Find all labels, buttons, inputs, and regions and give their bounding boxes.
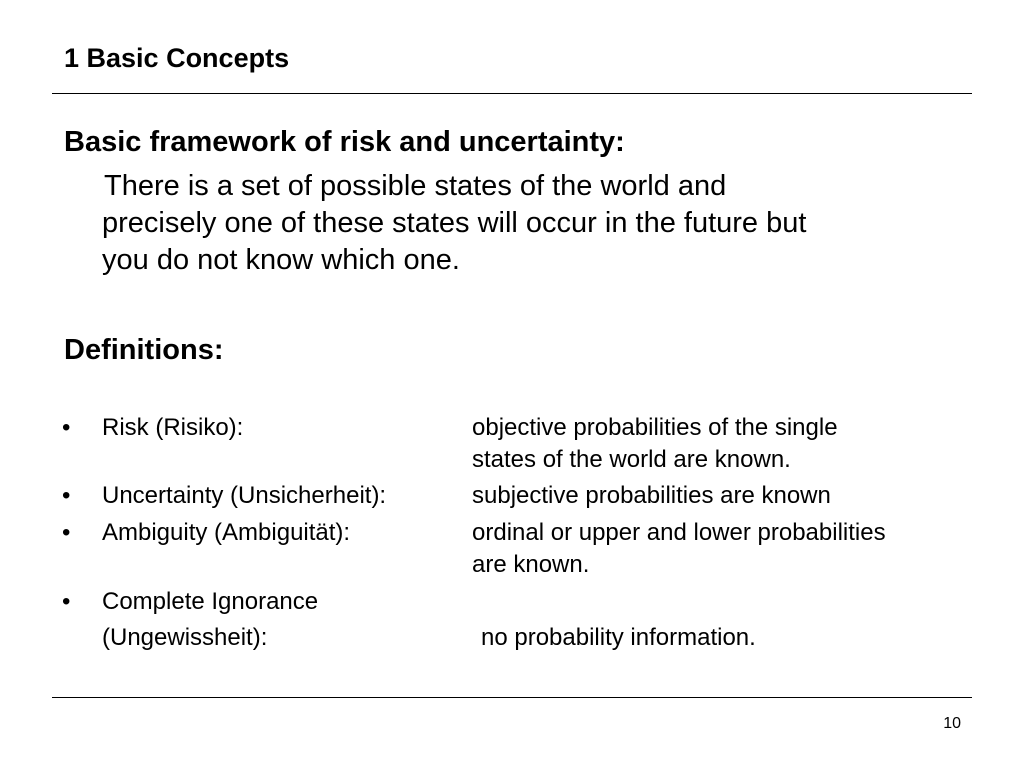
definition-description <box>481 622 1001 654</box>
framework-line: precisely one of these states will occur in the future but <box>102 207 807 239</box>
bottom-divider <box>52 697 972 698</box>
definition-description <box>472 517 992 581</box>
definition-term: Ambiguity (Ambiguität): <box>102 519 351 546</box>
definition-description-line: states of the world are known. <box>472 446 791 473</box>
definition-description <box>472 412 992 476</box>
framework-paragraph <box>102 168 952 279</box>
slide-title: 1 Basic Concepts <box>64 43 290 73</box>
bullet-icon: • <box>62 482 71 509</box>
definition-description-line: subjective probabilities are known <box>472 482 831 509</box>
bullet-icon: • <box>62 519 71 546</box>
definition-description-line: are known. <box>472 551 590 578</box>
framework-line: There is a set of possible states of the world and <box>104 170 727 202</box>
definitions-heading: Definitions: <box>64 334 224 366</box>
definition-term: Uncertainty (Unsicherheit): <box>102 482 387 509</box>
page-number: 10 <box>943 715 961 732</box>
definition-description <box>472 480 992 512</box>
framework-heading: Basic framework of risk and uncertainty: <box>64 126 625 158</box>
bullet-icon: • <box>62 414 71 441</box>
definition-description-line: ordinal or upper and lower probabilities <box>472 519 886 546</box>
definition-term-continuation: (Ungewissheit): <box>102 624 268 651</box>
definition-description-line: no probability information. <box>481 624 756 651</box>
bullet-icon: • <box>62 588 71 615</box>
definition-description-line: objective probabilities of the single <box>472 414 838 441</box>
top-divider <box>52 93 972 94</box>
definition-term: Complete Ignorance <box>102 588 319 615</box>
definition-term: Risk (Risiko): <box>102 414 244 441</box>
framework-line: you do not know which one. <box>102 244 460 276</box>
